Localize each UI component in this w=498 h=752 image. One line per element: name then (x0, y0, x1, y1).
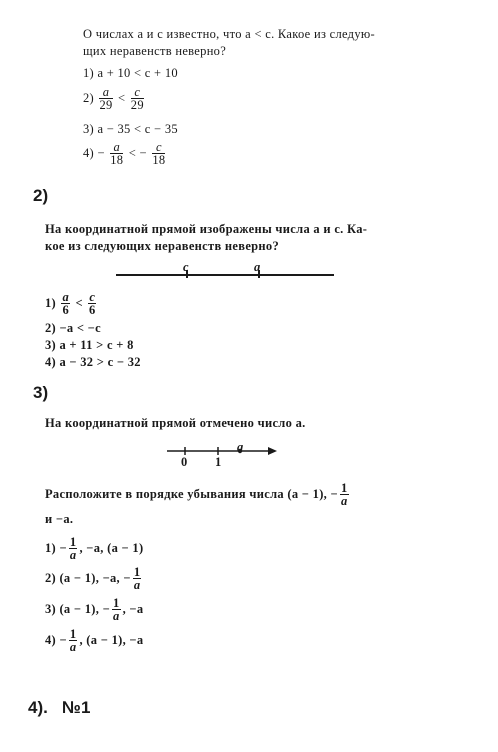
q3-heading: 3) (33, 383, 49, 402)
q3-point-a-label: a (237, 440, 244, 454)
p1-option-4: 4) − $\frac{a}{18}$ < − $\frac{c}{18}$ (83, 140, 166, 167)
q2-point-a-label: a (254, 260, 261, 274)
p1-option-1: 1) a + 10 < c + 10 (83, 66, 178, 80)
q2-option-2: 2) −a < −c (45, 321, 101, 335)
q3-task-line1: Расположите в порядке убывания числа (a − 1), − $\frac{1}{a}$ (45, 481, 348, 508)
q2-heading: 2) (33, 186, 49, 205)
q2-option-4: 4) a − 32 > c − 32 (45, 355, 141, 369)
p1-option-3: 3) a − 35 < c − 35 (83, 122, 178, 136)
q3-task-line2: и −a. (45, 512, 74, 526)
q3-option-3: 3) (a − 1), − $\frac{1}{a}$ , −a (45, 596, 144, 623)
p1-option-2: 2) $\frac{a}{29}$ < $\frac{c}{29}$ (83, 85, 144, 112)
q3-tick-1-label: 1 (215, 455, 222, 469)
q2-number-line (116, 274, 334, 276)
p1-statement-line1: О числах a и c известно, что a < c. Какое из следую- (83, 27, 375, 41)
q2-statement-line1: На координатной прямой изображены числа a и c. Ка- (45, 222, 368, 236)
q2-option-1: 1) $\frac{a}{6}$ < $\frac{c}{6}$ (45, 290, 96, 317)
q2-statement-line2: кое из следующих неравенств неверно? (45, 239, 280, 253)
q3-statement: На координатной прямой отмечено число a. (45, 416, 306, 430)
q4-heading: 4). №1 (28, 698, 91, 717)
q3-tick-0-label: 0 (181, 455, 188, 469)
q2-option-3: 3) a + 11 > c + 8 (45, 338, 134, 352)
q3-option-2: 2) (a − 1), −a, − $\frac{1}{a}$ (45, 565, 141, 592)
p1-statement-line2: щих неравенств неверно? (83, 44, 227, 58)
q3-option-1: 1) − $\frac{1}{a}$ , −a, (a − 1) (45, 535, 144, 562)
q2-point-c-label: c (183, 260, 189, 274)
q3-option-4: 4) − $\frac{1}{a}$ , (a − 1), −a (45, 627, 144, 654)
